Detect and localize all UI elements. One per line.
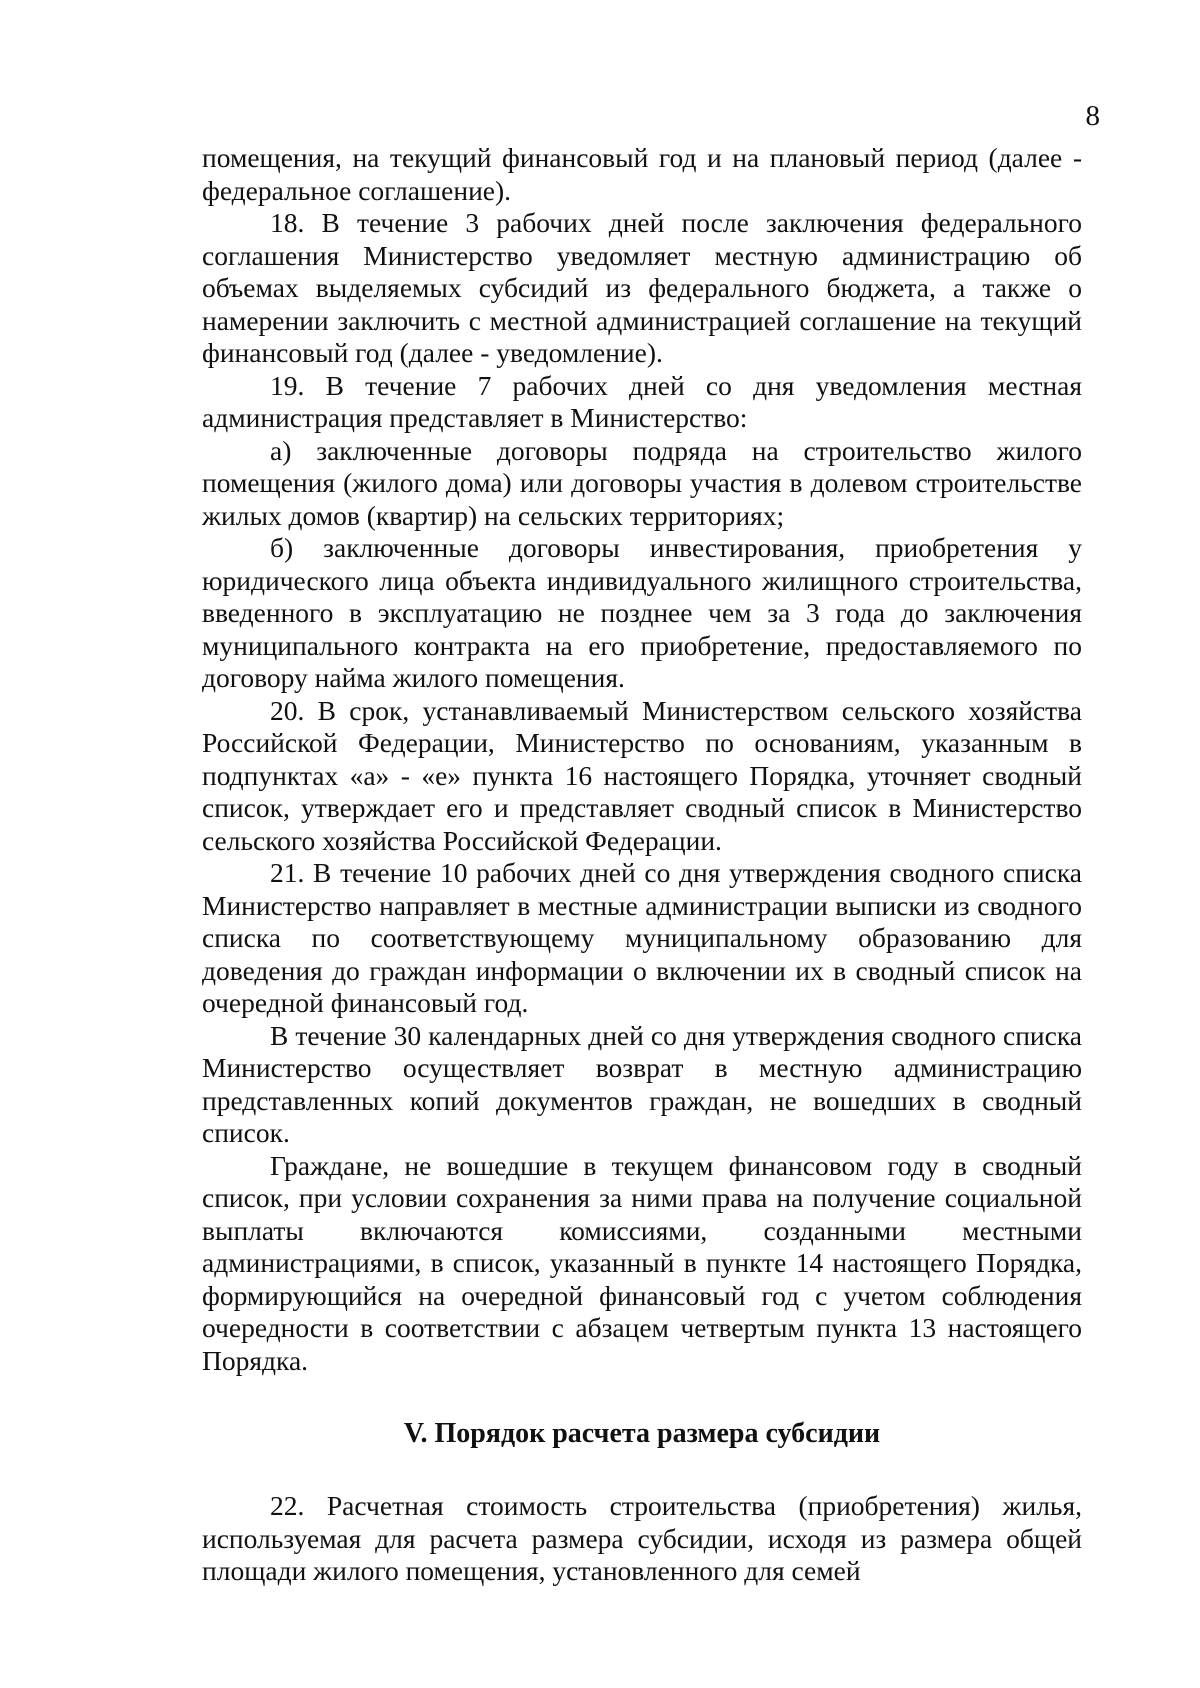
paragraph-19: 19. В течение 7 рабочих дней со дня уведомления местная администрация представляет в Министерство: bbox=[202, 369, 1082, 433]
paragraph-continuation: помещения, на текущий финансовый год и на плановый период (далее - федеральное соглашение). bbox=[202, 142, 1082, 206]
subparagraph-b: б) заключенные договоры инвестирования, приобретения у юридического лица объекта индивидуального жилищного строительства, введенного в эксплуатацию не позднее чем за 3 года до заключения муниципального контракта на его приобретение, предоставляемого по договору найма жилого помещения. bbox=[202, 532, 1082, 693]
paragraph-21: 21. В течение 10 рабочих дней со дня утверждения сводного списка Министерство направляет в местные администрации выписки из сводного списка по соответствующему муниципальному образованию для доведения до граждан информации о включении их в сводный список на очередной финансовый год. bbox=[202, 857, 1082, 1018]
paragraph-18: 18. В течение 3 рабочих дней после заключения федерального соглашения Министерство уведомляет местную администрацию об объемах выделяемых субсидий из федерального бюджета, а также о намерении заключить с местной администрацией соглашение на текущий финансовый год (далее - уведомление). bbox=[202, 207, 1082, 368]
subparagraph-a: а) заключенные договоры подряда на строительство жилого помещения (жилого дома) или договоры участия в долевом строительстве жилых домов (квартир) на сельских территориях; bbox=[202, 434, 1082, 531]
paragraph-22: 22. Расчетная стоимость строительства (приобретения) жилья, используемая для расчета размера субсидии, исходя из размера общей площади жилого помещения, установленного для семей bbox=[202, 1490, 1082, 1586]
document-body bbox=[202, 142, 1082, 1588]
paragraph-21-return: В течение 30 календарных дней со дня утверждения сводного списка Министерство осуществляет возврат в местную администрацию представленных копий документов граждан, не вошедших в сводный список. bbox=[202, 1019, 1082, 1148]
paragraph-20: 20. В срок, устанавливаемый Министерством сельского хозяйства Российской Федерации, Министерство по основаниям, указанным в подпунктах «а» - «е» пункта 16 настоящего Порядка, уточняет сводный список, утверждает его и представляет сводный список в Министерство сельского хозяйства Российской Федерации. bbox=[202, 694, 1082, 856]
section-heading: V. Порядок расчета размера субсидии bbox=[403, 1418, 881, 1449]
paragraph-21-citizens: Граждане, не вошедшие в текущем финансовом году в сводный список, при условии сохранения за ними права на получение социальной выплаты включаются комиссиями, созданными местными администрациями, в список, указанный в пункте 14 настоящего Порядка, формирующийся на очередной финансовый год с учетом соблюдения очередности в соответствии с абзацем четвертым пункта 13 настоящего Порядка. bbox=[202, 1149, 1082, 1376]
page-number: 8 bbox=[1085, 100, 1100, 132]
